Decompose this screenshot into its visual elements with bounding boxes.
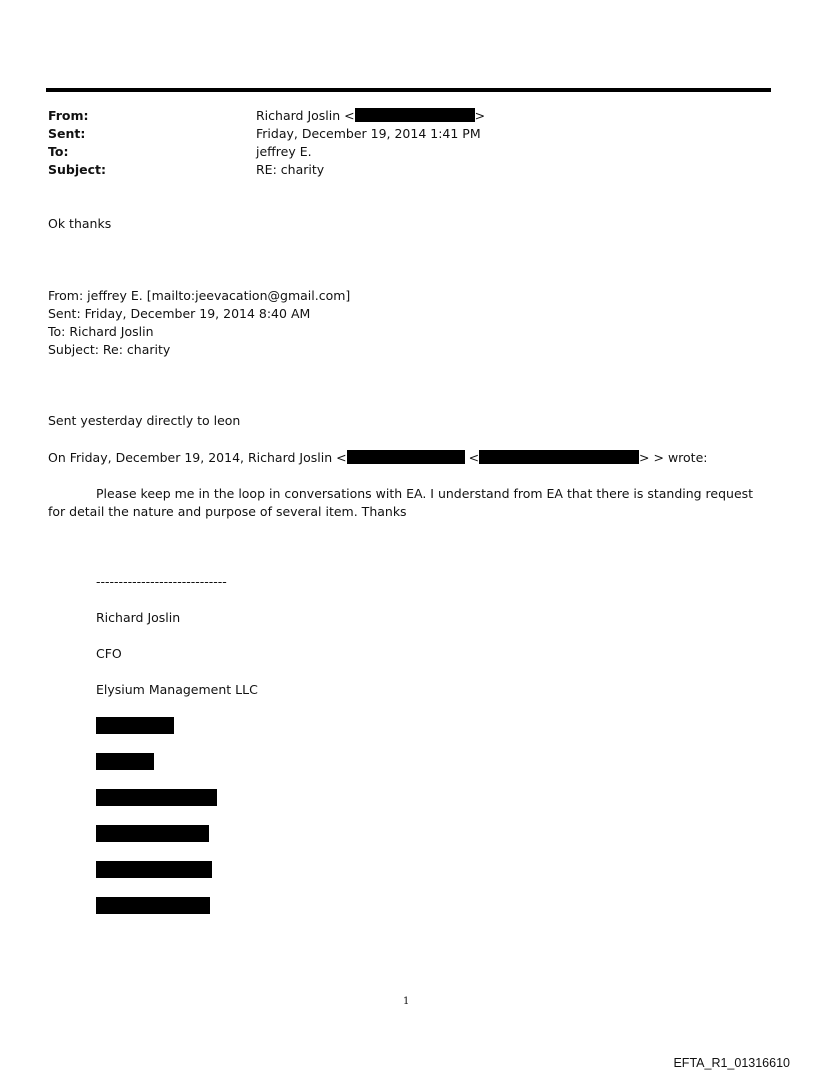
page-number: 1: [403, 996, 410, 1007]
on-wrote-mid: <: [468, 450, 480, 465]
reply-body: Ok thanks: [48, 216, 112, 231]
redaction-block: [96, 861, 212, 878]
signature-title: CFO: [96, 646, 122, 661]
on-wrote-line: [48, 449, 707, 467]
quoted-subject: Subject: Re: charity: [48, 342, 171, 357]
from-close: >: [474, 108, 486, 123]
redaction-block: [96, 753, 154, 770]
quoted-body: Sent yesterday directly to leon: [48, 413, 241, 428]
redaction-block: [96, 789, 217, 806]
redaction-block: [96, 825, 209, 842]
header-rule: [46, 88, 771, 92]
redacted-email: [347, 450, 465, 464]
redacted-email: [355, 108, 475, 122]
on-wrote-suffix: > > wrote:: [639, 450, 708, 465]
document-id: EFTA_R1_01316610: [673, 1056, 790, 1070]
from-value: [256, 107, 485, 125]
quoted-to: To: Richard Joslin: [48, 324, 154, 339]
sent-label: Sent:: [48, 126, 86, 141]
original-message: Please keep me in the loop in conversations with EA. I understand from EA that there is standing request for detail the nature and purpose of several item. Thanks: [48, 486, 754, 519]
on-wrote-prefix: On Friday, December 19, 2014, Richard Joslin <: [48, 450, 347, 465]
signature-name: Richard Joslin: [96, 610, 181, 625]
quoted-sent: Sent: Friday, December 19, 2014 8:40 AM: [48, 306, 311, 321]
redaction-block: [96, 717, 174, 734]
subject-label: Subject:: [48, 162, 106, 177]
from-label: From:: [48, 108, 89, 123]
subject-value: RE: charity: [256, 162, 325, 177]
to-label: To:: [48, 144, 69, 159]
redaction-block: [96, 897, 210, 914]
signature-divider: -----------------------------: [96, 574, 227, 589]
to-value: jeffrey E.: [256, 144, 312, 159]
quoted-from: From: jeffrey E. [mailto:jeevacation@gmail.com]: [48, 288, 351, 303]
signature-company: Elysium Management LLC: [96, 682, 258, 697]
from-name: Richard Joslin <: [256, 108, 355, 123]
redacted-email: [479, 450, 639, 464]
sent-value: Friday, December 19, 2014 1:41 PM: [256, 126, 481, 141]
